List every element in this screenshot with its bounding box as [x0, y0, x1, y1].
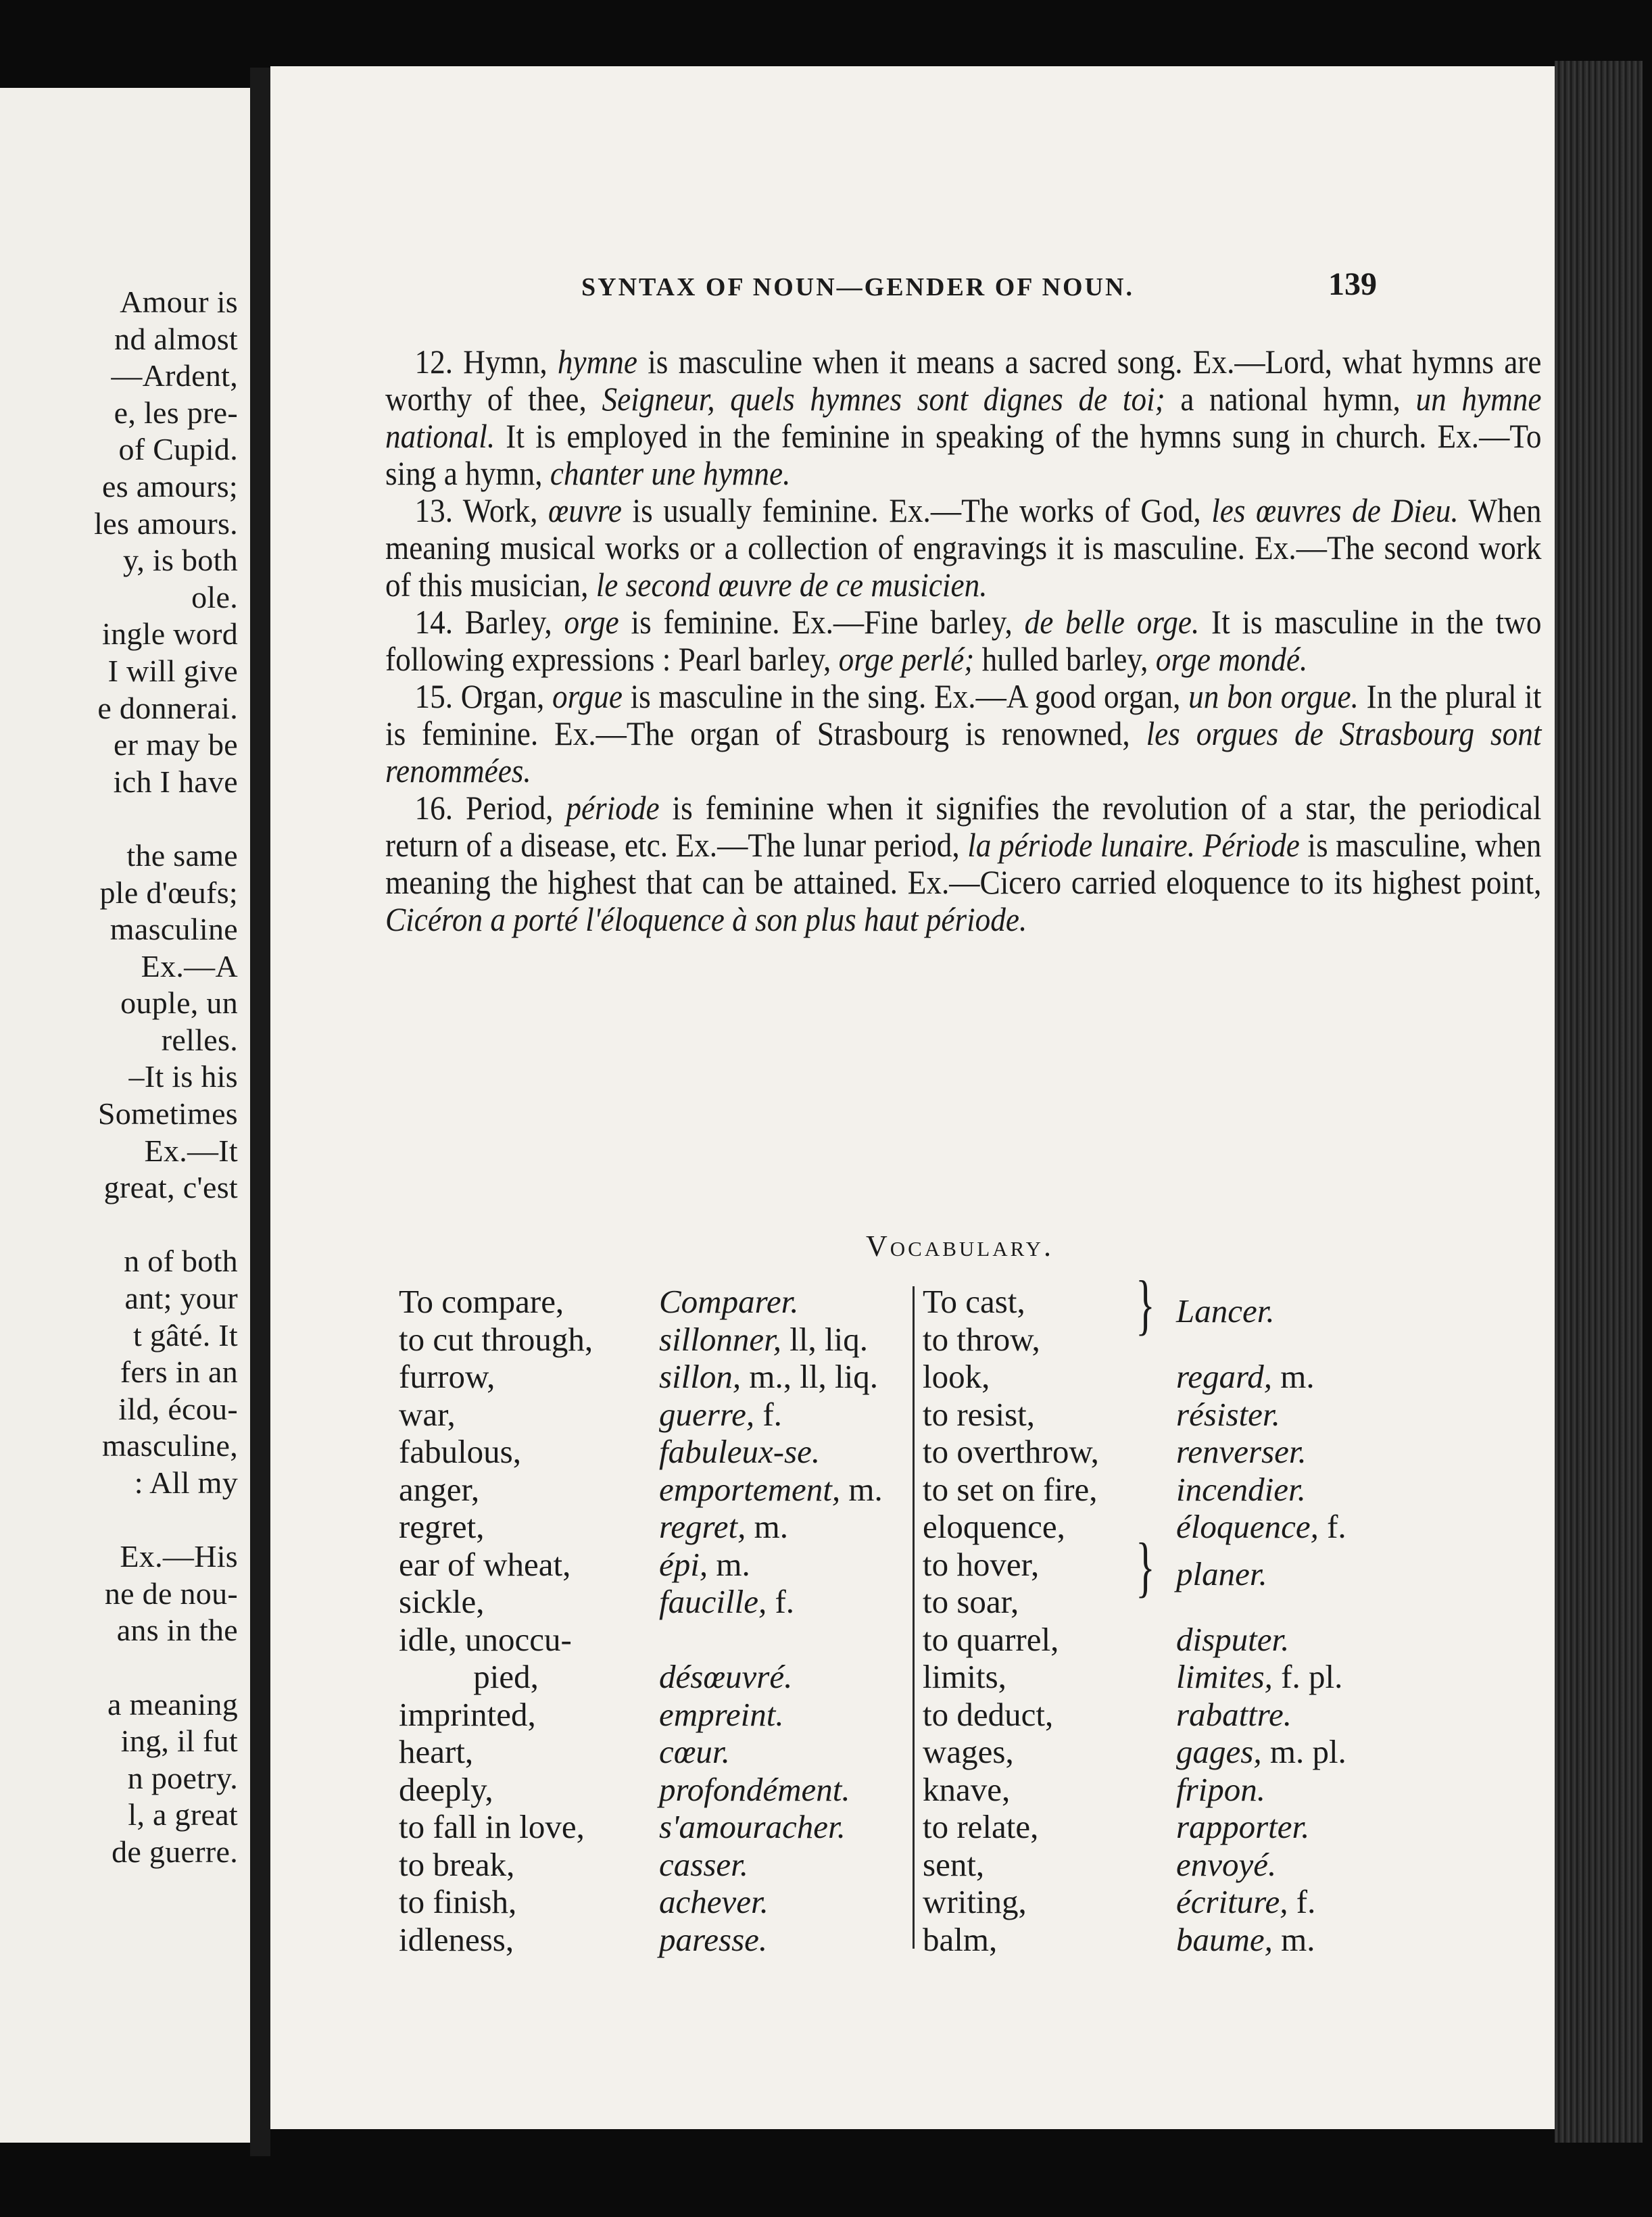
text-segment: is feminine when it signifies the revolution of a star, the periodical return of a disease, etc. Ex.—The lunar period,: [385, 789, 1542, 864]
french-word: cœur.: [659, 1733, 730, 1770]
italic-french: orge perlé;: [838, 640, 975, 678]
french-word: incendier.: [1176, 1470, 1306, 1508]
italic-french: chanter une hymne.: [550, 454, 791, 492]
vocab-french-left: [659, 1283, 883, 1958]
vocab-english-term: pied,: [399, 1658, 539, 1695]
left-page-line: ole.: [191, 579, 238, 614]
body-text: [385, 343, 1652, 938]
left-page-line: ple d'œufs;: [99, 875, 238, 910]
french-word: gages,: [1176, 1733, 1262, 1770]
left-page-line: ne de nou-: [104, 1576, 238, 1611]
vocab-french-term: [1176, 1808, 1346, 1846]
vocab-english-term: writing,: [923, 1883, 1027, 1920]
left-page-line: [94, 1649, 238, 1686]
vocab-english-left: [399, 1283, 593, 1958]
left-page-line: great, c'est: [103, 1170, 238, 1205]
vocab-english-term: heart,: [399, 1733, 474, 1770]
left-page-line: I will give: [107, 653, 238, 688]
french-word: faucille,: [659, 1583, 767, 1620]
gender-note: m.: [1272, 1358, 1315, 1395]
left-page-line: relles.: [161, 1022, 238, 1057]
french-word: achever.: [659, 1883, 769, 1920]
text-segment: is usually feminine. Ex.—The works of God,: [621, 491, 1212, 529]
vocab-french-term: [1176, 1396, 1346, 1434]
italic-french: un bon orgue.: [1188, 677, 1359, 715]
vocab-english-term: to hover,: [923, 1545, 1040, 1583]
paragraph-p12: [385, 343, 1541, 492]
gender-note: f.: [754, 1395, 782, 1433]
left-page-line: Sometimes: [97, 1096, 238, 1131]
left-page-line: nd almost: [114, 321, 238, 356]
french-word: écriture,: [1176, 1883, 1288, 1920]
vocab-english-term: idle, unoccu-: [399, 1620, 572, 1658]
vocab-english-term: to resist,: [923, 1395, 1036, 1433]
vocab-french-term: [659, 1358, 883, 1396]
french-word: paresse.: [659, 1920, 768, 1958]
left-page-line: ingle word: [101, 616, 238, 652]
gender-note: f.: [767, 1583, 795, 1620]
vocab-french-term: [659, 1621, 883, 1659]
page-header: [270, 266, 1555, 313]
vocab-english-term: to break,: [399, 1845, 515, 1883]
vocab-english-term: sickle,: [399, 1583, 485, 1620]
left-page-line: fers in an: [120, 1355, 238, 1390]
vocab-french-term: [659, 1508, 883, 1546]
vocab-english-term: furrow,: [399, 1358, 495, 1395]
vocab-french-term: [659, 1883, 883, 1921]
vocab-french-term: [1176, 1921, 1346, 1959]
text-segment: 15. Organ,: [414, 677, 553, 715]
french-word: fripon.: [1176, 1770, 1266, 1808]
vocab-english-term: sent,: [923, 1845, 985, 1883]
text-segment: It is masculine in the two following expressions : Pearl barley,: [385, 603, 1542, 678]
italic-french: orge: [564, 603, 619, 641]
vocab-french-term: [659, 1771, 883, 1809]
vocab-english-term: to cut through,: [399, 1320, 593, 1358]
french-word: planer.: [1176, 1555, 1267, 1592]
brace-lancer: }: [1136, 1267, 1155, 1342]
left-page-line: Ex.—It: [144, 1133, 238, 1168]
italic-french: le second œuvre de ce musicien.: [596, 566, 988, 604]
italic-french: période: [566, 789, 660, 827]
vocab-french-term: [659, 1471, 883, 1509]
vocab-french-term: [659, 1396, 883, 1434]
vocab-french-term: [1176, 1696, 1346, 1734]
left-page-line: ans in the: [116, 1613, 238, 1648]
text-segment: 14. Barley,: [414, 603, 564, 641]
vocab-english-term: balm,: [923, 1920, 998, 1958]
vocab-french-term: [1176, 1555, 1346, 1593]
vocab-english-term: limits,: [923, 1658, 1006, 1695]
left-page-line: [94, 1207, 238, 1244]
french-word: fabuleux-se.: [659, 1433, 821, 1470]
italic-french: la période lunaire.: [967, 826, 1196, 864]
vocab-english-term: eloquence,: [923, 1508, 1065, 1545]
italic-french: Seigneur, quels hymnes sont dignes de toi;: [602, 380, 1165, 418]
french-word: Comparer.: [659, 1283, 799, 1320]
left-page-line: Ex.—His: [120, 1539, 238, 1574]
left-page-line: e donnerai.: [97, 690, 238, 725]
vocab-english-term: to throw,: [923, 1320, 1040, 1358]
vocab-english-term: to finish,: [399, 1883, 517, 1920]
left-page-line: –It is his: [128, 1059, 238, 1094]
left-facing-page: [0, 88, 250, 2143]
vocab-french-term: [1176, 1621, 1346, 1659]
italic-french: œuvre: [548, 491, 622, 529]
left-page-text: [94, 284, 238, 1871]
italic-french: les orgues de Strasbourg sont renommées.: [385, 714, 1542, 789]
vocab-french-term: [659, 1321, 883, 1359]
vocab-french-term: [1176, 1358, 1346, 1396]
french-word: renverser.: [1176, 1433, 1307, 1470]
vocab-english-term: to set on fire,: [923, 1470, 1098, 1508]
vocab-french-term: [1176, 1771, 1346, 1809]
left-page-line: ich I have: [113, 764, 238, 799]
vocab-english-term: to overthrow,: [923, 1433, 1099, 1470]
vocab-french-term: [1176, 1433, 1346, 1471]
text-segment: [1195, 826, 1203, 864]
french-word: emportement,: [659, 1470, 841, 1508]
text-segment: is masculine in the sing. Ex.—A good organ,: [622, 677, 1189, 715]
vocab-english-right: [923, 1283, 1099, 1958]
italic-french: un hymne national.: [385, 380, 1542, 455]
french-word: casser.: [659, 1845, 749, 1883]
french-word: Lancer.: [1176, 1292, 1275, 1330]
vocab-french-term: [1176, 1733, 1346, 1771]
italic-french: orgue: [552, 677, 623, 715]
text-segment: is masculine when it means a sacred song. Ex.—Lord, what hymns are worthy of thee,: [385, 343, 1542, 418]
french-word: profondément.: [659, 1770, 850, 1808]
column-divider: [913, 1286, 915, 1949]
left-page-line: —Ardent,: [111, 358, 238, 393]
brace-planer: }: [1136, 1529, 1155, 1604]
italic-french: hymne: [557, 343, 637, 381]
gender-note: m. pl.: [1261, 1733, 1346, 1770]
left-page-line: l, a great: [128, 1797, 238, 1832]
vocab-french-term: [1176, 1846, 1346, 1884]
italic-french: Cicéron a porté l'éloquence à son plus haut période.: [385, 900, 1027, 938]
french-word: sillonner,: [659, 1320, 782, 1358]
left-page-line: y, is both: [123, 543, 238, 578]
french-word: regard,: [1176, 1358, 1272, 1395]
vocab-french-right: [1176, 1283, 1346, 1958]
vocab-english-term: deeply,: [399, 1770, 493, 1808]
paragraph-p14: [385, 604, 1541, 678]
french-word: empreint.: [659, 1695, 784, 1733]
vocab-english-term: war,: [399, 1395, 456, 1433]
vocab-french-term: [1176, 1471, 1346, 1509]
text-segment: is feminine. Ex.—Fine barley,: [618, 603, 1025, 641]
paragraph-p15: [385, 678, 1541, 789]
vocab-french-term: [659, 1808, 883, 1846]
vocab-english-term: regret,: [399, 1508, 485, 1545]
french-word: éloquence,: [1176, 1508, 1319, 1545]
french-word: sillon,: [659, 1358, 742, 1395]
text-segment: It is employed in the feminine in speaking of the hymns sung in church. Ex.—To sing a hymn,: [385, 417, 1542, 492]
french-word: épi,: [659, 1545, 708, 1583]
vocab-french-term: [659, 1846, 883, 1884]
left-page-line: a meaning: [107, 1686, 238, 1722]
text-segment: When meaning musical works or a collection of engravings it is masculine. Ex.—The second work of this musician,: [385, 491, 1542, 604]
vocab-french-term: [1176, 1292, 1346, 1330]
vocab-english-term: to quarrel,: [923, 1620, 1059, 1658]
left-page-line: masculine,: [102, 1428, 238, 1463]
gender-note: f.: [1288, 1883, 1316, 1920]
gender-note: m., ll, liq.: [741, 1358, 878, 1395]
vocab-english-term: anger,: [399, 1470, 480, 1508]
gender-note: m.: [746, 1508, 788, 1545]
french-word: rabattre.: [1176, 1695, 1292, 1733]
french-word: limites,: [1176, 1658, 1273, 1695]
vocab-french-term: [1176, 1883, 1346, 1921]
running-head: SYNTAX OF NOUN—GENDER OF NOUN.: [581, 273, 1134, 301]
text-segment: hulled barley,: [974, 640, 1156, 678]
vocab-english-term: To compare,: [399, 1283, 564, 1320]
left-page-line: n poetry.: [127, 1760, 238, 1795]
paragraph-p16: [385, 789, 1541, 938]
gender-note: f. pl.: [1272, 1658, 1343, 1695]
french-word: s'amouracher.: [659, 1808, 846, 1845]
vocabulary-table: [399, 1267, 1521, 1972]
gender-note: ll, liq.: [781, 1320, 869, 1358]
left-page-line: ouple, un: [120, 985, 238, 1021]
french-word: résister.: [1176, 1395, 1280, 1433]
italic-french: de belle orge.: [1024, 603, 1200, 641]
vocab-french-term: [659, 1583, 883, 1621]
left-page-line: n of both: [124, 1244, 238, 1279]
left-page-line: of Cupid.: [118, 432, 238, 467]
page-edges: [1555, 61, 1643, 2143]
french-word: rapporter.: [1176, 1808, 1310, 1845]
text-segment: 16. Period,: [414, 789, 566, 827]
left-page-line: Amour is: [120, 285, 238, 319]
left-page-line: e, les pre-: [114, 395, 238, 430]
gender-note: f.: [1318, 1508, 1346, 1545]
left-page-line: es amours;: [101, 468, 238, 504]
french-word: disputer.: [1176, 1620, 1290, 1658]
left-page-line: [94, 800, 238, 837]
french-word: guerre,: [659, 1395, 755, 1433]
vocab-french-term: [659, 1658, 883, 1696]
left-page-line: t gâté. It: [133, 1317, 238, 1353]
vocab-french-term: [659, 1283, 883, 1321]
left-page-line: the same: [126, 837, 238, 873]
italic-french: Période: [1202, 826, 1300, 864]
vocab-english-term: to soar,: [923, 1583, 1019, 1620]
left-page-line: masculine: [110, 912, 238, 947]
right-page: [270, 66, 1555, 2129]
italic-french: les œuvres de Dieu.: [1211, 491, 1459, 529]
gender-note: m.: [840, 1470, 883, 1508]
vocab-english-term: to fall in love,: [399, 1808, 585, 1845]
vocab-english-term: fabulous,: [399, 1433, 521, 1470]
left-page-line: de guerre.: [112, 1834, 238, 1869]
left-page-line: les amours.: [94, 506, 238, 541]
text-segment: In the plural it is feminine. Ex.—The organ of Strasbourg is renowned,: [385, 677, 1542, 752]
page-number: 139: [1328, 266, 1377, 302]
text-segment: 12. Hymn,: [414, 343, 558, 381]
gender-note: m.: [708, 1545, 750, 1583]
french-word: désœuvré.: [659, 1658, 793, 1695]
gender-note: m.: [1272, 1920, 1315, 1958]
vocab-french-term: [1176, 1658, 1346, 1696]
left-page-line: ant; your: [124, 1281, 238, 1316]
text-segment: is masculine, when meaning the highest that can be attained. Ex.—Cicero carried eloquence to its highest point,: [385, 826, 1542, 901]
vocab-french-term: [1176, 1508, 1346, 1546]
vocab-english-term: to relate,: [923, 1808, 1039, 1845]
vocab-french-term: [659, 1546, 883, 1584]
paragraph-p13: [385, 492, 1541, 604]
french-word: regret,: [659, 1508, 746, 1545]
french-word: baume,: [1176, 1920, 1273, 1958]
vocab-english-term: ear of wheat,: [399, 1545, 571, 1583]
text-segment: a national hymn,: [1165, 380, 1416, 418]
vocab-english-term: imprinted,: [399, 1695, 536, 1733]
vocab-french-term: [659, 1696, 883, 1734]
left-page-line: Ex.—A: [141, 948, 238, 983]
vocab-english-term: wages,: [923, 1733, 1014, 1770]
vocab-english-term: idleness,: [399, 1920, 514, 1958]
vocab-english-term: to deduct,: [923, 1695, 1054, 1733]
vocabulary-title: Vocabulary.: [866, 1229, 1054, 1263]
left-page-line: : All my: [134, 1465, 238, 1500]
left-page-line: er may be: [113, 727, 238, 762]
vocab-english-term: knave,: [923, 1770, 1011, 1808]
text-segment: 13. Work,: [414, 491, 549, 529]
vocab-french-term: [659, 1433, 883, 1471]
french-word: envoyé.: [1176, 1845, 1277, 1883]
book-gutter: [250, 68, 270, 2156]
vocab-english-term: look,: [923, 1358, 990, 1395]
italic-french: orge mondé.: [1155, 640, 1308, 678]
vocab-french-term: [659, 1921, 883, 1959]
left-page-line: [94, 1502, 238, 1539]
vocab-english-term: To cast,: [923, 1283, 1025, 1320]
vocab-french-term: [659, 1733, 883, 1771]
left-page-line: ild, écou-: [118, 1391, 238, 1426]
left-page-line: ing, il fut: [120, 1724, 238, 1759]
